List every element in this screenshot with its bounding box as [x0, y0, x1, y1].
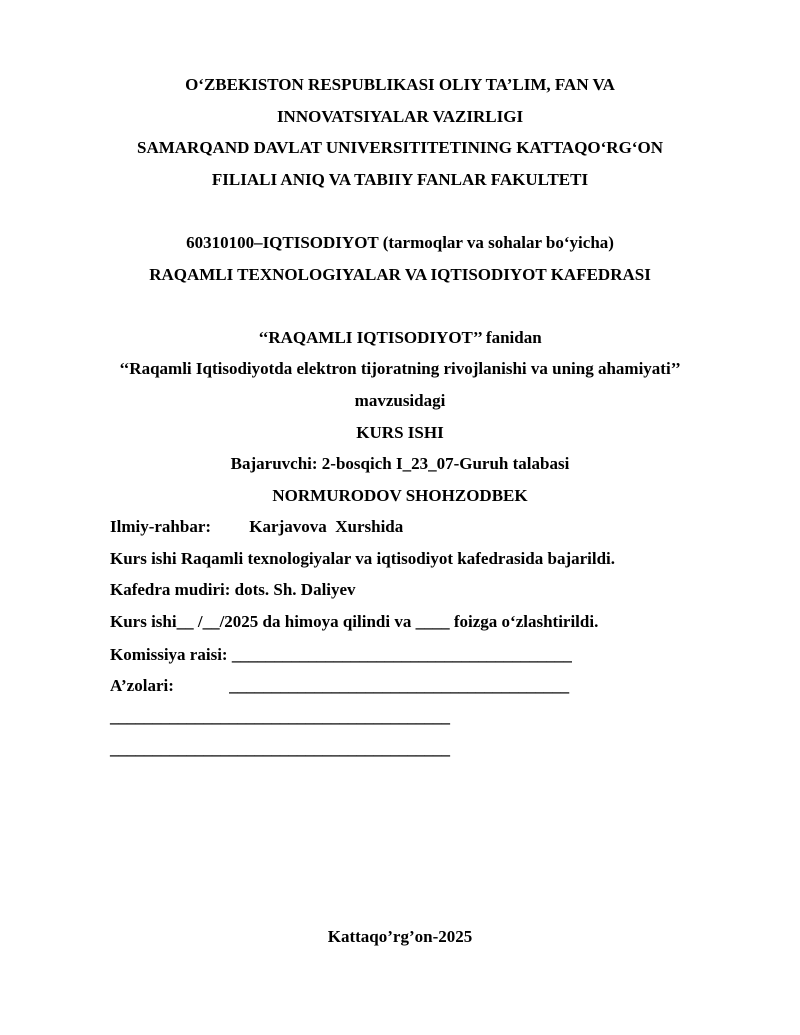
- advisor-line: Ilmiy-rahbar: Karjavova Xurshida: [110, 517, 404, 536]
- signature-blank-2: ________________________________________: [110, 739, 450, 758]
- ministry-line-2: INNOVATSIYALAR VAZIRLIGI: [276, 107, 524, 126]
- performer-line: Bajaruvchi: 2-bosqich I_23_07-Guruh talabasi: [230, 454, 570, 473]
- head-of-department-line: Kafedra mudiri: dots. Sh. Daliyev: [110, 580, 356, 599]
- completed-line: Kurs ishi Raqamli texnologiyalar va iqtisodiyot kafedrasida bajarildi.: [110, 549, 616, 568]
- subject-line: ‘‘RAQAMLI IQTISODIYOT’’ fanidan: [258, 328, 542, 347]
- defense-line: Kurs ishi__ /__/2025 da himoya qilindi va ____ foizga o‘zlashtirildi.: [110, 612, 599, 631]
- commission-chair-line: Komissiya raisi: ________________________________________: [110, 645, 572, 664]
- specialty-line: 60310100–IQTISODIYOT (tarmoqlar va sohalar bo‘yicha): [186, 233, 614, 252]
- members-line: A’zolari: ________________________________________: [110, 676, 570, 695]
- ministry-line-1: O‘ZBEKISTON RESPUBLIKASI OLIY TA’LIM, FAN VA: [185, 75, 615, 94]
- department-line: RAQAMLI TEXNOLOGIYALAR VA IQTISODIYOT KAFEDRASI: [149, 265, 651, 284]
- topic-title: ‘‘Raqamli Iqtisodiyotda elektron tijoratning rivojlanishi va uning ahamiyati’’: [119, 359, 681, 378]
- student-name: NORMURODOV SHOHZODBEK: [272, 486, 528, 505]
- signature-blank-1: ________________________________________: [110, 707, 450, 726]
- university-line-1: SAMARQAND DAVLAT UNIVERSITITETINING KATTAQO‘RG‘ON: [137, 138, 663, 157]
- topic-suffix: mavzusidagi: [354, 391, 446, 410]
- university-line-2: FILIALI ANIQ VA TABIIY FANLAR FAKULTETI: [211, 170, 589, 189]
- place-year: Kattaqo’rg’on-2025: [327, 927, 473, 946]
- work-type: KURS ISHI: [356, 423, 444, 442]
